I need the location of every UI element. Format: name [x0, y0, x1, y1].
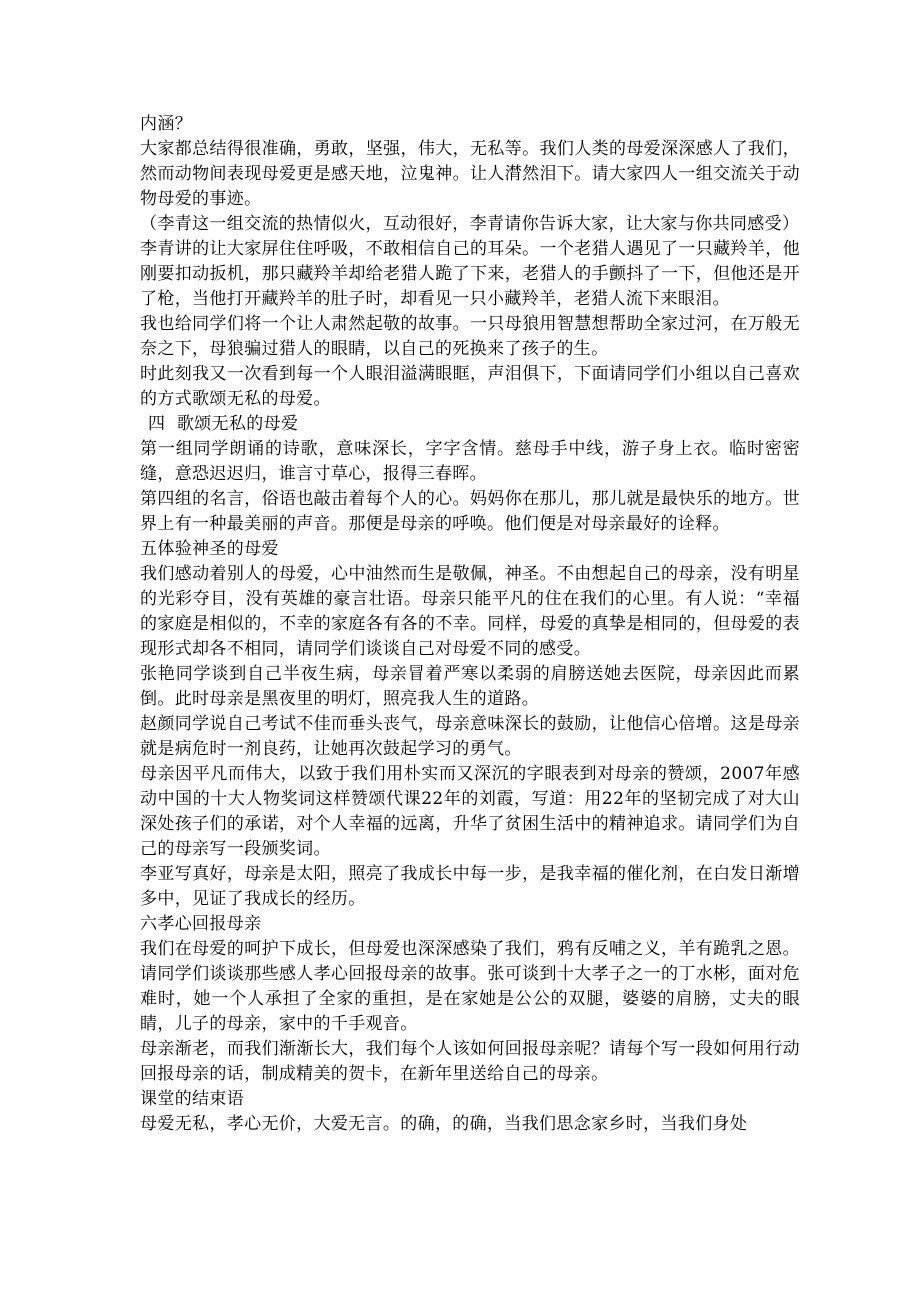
- paragraph: 我们在母爱的呵护下成长，但母爱也深深感染了我们，鸦有反哺之义，羊有跪乳之恩。请同学们谈谈那些感人孝心回报母亲的故事。张可谈到十大孝子之一的丁水彬，面对危难时，她一个人承担了全家的重担，是在家她是公公的双腿，婆婆的肩膀，丈夫的眼睛，儿子的母亲，家中的千手观音。: [140, 939, 800, 1034]
- paragraph: 母亲因平凡而伟大，以致于我们用朴实而又深沉的字眼表到对母亲的赞颂，2007年感动中国的十大人物奖词这样赞颂代课22年的刘霞，写道：用22年的坚韧完成了对大山深处孩子们的承诺，对个人幸福的远离，升华了贫困生活中的精神追求。请同学们为自己的母亲写一段颁奖词。: [140, 764, 800, 859]
- paragraph: 我也给同学们将一个让人肃然起敬的故事。一只母狼用智慧想帮助全家过河，在万般无奈之下，母狼骗过猎人的眼睛，以自己的死换来了孩子的生。: [140, 314, 800, 359]
- paragraph: 第四组的名言，俗语也敲击着每个人的心。妈妈你在那儿，那儿就是最快乐的地方。世界上有一种最美丽的声音。那便是母亲的呼唤。他们便是对母亲最好的诠释。: [140, 489, 800, 534]
- paragraph: 李青讲的让大家屏住住呼吸，不敢相信自己的耳朵。一个老猎人遇见了一只藏羚羊，他刚要扣动扳机，那只藏羚羊却给老猎人跪了下来，老猎人的手颤抖了一下，但他还是开了枪，当他打开藏羚羊的肚子时，却看见一只小藏羚羊，老猎人流下来眼泪。: [140, 239, 800, 309]
- paragraph: 时此刻我又一次看到每一个人眼泪溢满眼眶，声泪俱下，下面请同学们小组以自己喜欢的方式歌颂无私的母爱。: [140, 364, 800, 409]
- paragraph: 母爱无私，孝心无价，大爱无言。的确，的确，当我们思念家乡时，当我们身处: [140, 1114, 748, 1134]
- paragraph: 内涵？: [140, 114, 193, 134]
- paragraph: 第一组同学朗诵的诗歌，意味深长，字字含情。慈母手中线，游子身上衣。临时密密缝，意恐迟迟归，谁言寸草心，报得三春晖。: [140, 439, 800, 484]
- paragraph: （李青这一组交流的热情似火，互动很好，李青请你告诉大家，让大家与你共同感受）: [140, 214, 800, 234]
- section-heading: 六孝心回报母亲: [140, 914, 262, 934]
- paragraph: 张艳同学谈到自己半夜生病，母亲冒着严寒以柔弱的肩膀送她去医院，母亲因此而累倒。此时母亲是黑夜里的明灯，照亮我人生的道路。: [140, 664, 800, 709]
- section-heading: 课堂的结束语: [140, 1089, 245, 1109]
- paragraph: 大家都总结得很准确，勇敢，坚强，伟大，无私等。我们人类的母爱深深感人了我们，然而动物间表现母爱更是感天地，泣鬼神。让人潸然泪下。请大家四人一组交流关于动物母爱的事迹。: [140, 139, 800, 209]
- paragraph: 母亲渐老，而我们渐渐长大，我们每个人该如何回报母亲呢？请每个写一段如何用行动回报母亲的话，制成精美的贺卡，在新年里送给自己的母亲。: [140, 1039, 800, 1084]
- section-heading: 四 歌颂无私的母爱: [148, 414, 299, 434]
- document-body: [140, 112, 800, 1137]
- paragraph: 赵颜同学说自己考试不佳而垂头丧气，母亲意味深长的鼓励，让他信心倍增。这是母亲就是病危时一剂良药，让她再次鼓起学习的勇气。: [140, 714, 800, 759]
- paragraph: 李亚写真好，母亲是太阳，照亮了我成长中每一步，是我幸福的催化剂，在白发日渐增多中，见证了我成长的经历。: [140, 864, 800, 909]
- paragraph: 我们感动着别人的母爱，心中油然而生是敬佩，神圣。不由想起自己的母亲，没有明星的光彩夺目，没有英雄的豪言壮语。母亲只能平凡的住在我们的心里。有人说：“幸福的家庭是相似的，不幸的家庭各有各的不幸。同样，母爱的真挚是相同的，但母爱的表现形式却各不相同，请同学们谈谈自己对母爱不同的感受。: [140, 564, 800, 659]
- section-heading: 五体验神圣的母爱: [140, 539, 279, 559]
